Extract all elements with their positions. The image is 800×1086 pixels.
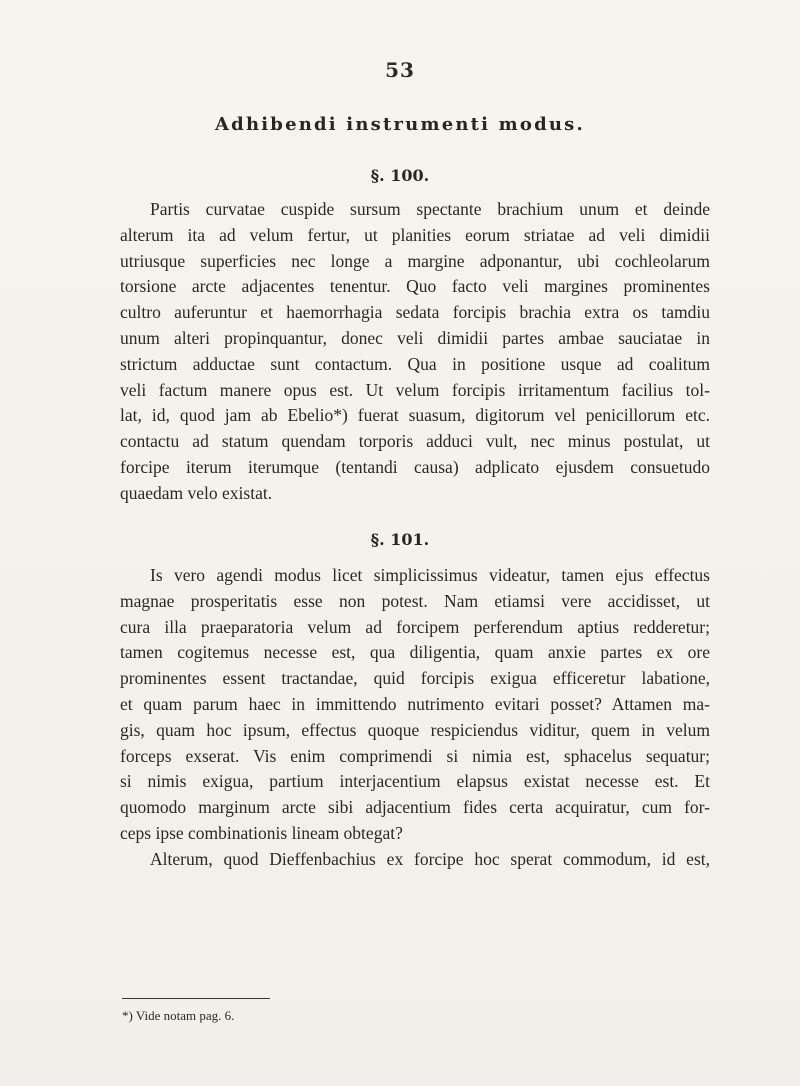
text-line: Partis curvatae cuspide sursum spectante brachium unum et deinde [150, 199, 710, 219]
footnote: *) Vide notam pag. 6. [122, 1008, 235, 1023]
section-101-body [120, 563, 710, 873]
text-line: magnae prosperitatis esse non potest. Nam etiamsi vere accidisset, ut [120, 590, 710, 611]
text-line: forceps exserat. Vis enim comprimendi si nimia est, sphacelus sequatur; [120, 745, 710, 766]
section-100-body [120, 197, 710, 507]
text-line: Is vero agendi modus licet simplicissimus videatur, tamen ejus effectus [150, 565, 710, 585]
text-line: forcipe iterum iterumque (tentandi causa) adplicato ejusdem consuetudo [120, 456, 710, 477]
section-mark-100: §. 100. [370, 166, 430, 185]
text-line: Alterum, quod Dieffenbachius ex forcipe hoc sperat commodum, id est, [150, 848, 710, 869]
text-line: gis, quam hoc ipsum, effectus quoque respiciendus viditur, quem in velum [120, 719, 710, 740]
text-line: veli factum manere opus est. Ut velum forcipis irritamentum facilius tol- [120, 379, 710, 400]
text-line: alterum ita ad velum fertur, ut planities eorum striatae ad veli dimidii [120, 224, 710, 245]
chapter-heading: Adhibendi instrumenti modus. [215, 114, 585, 135]
text-line: ceps ipse combinationis lineam obtegat? [120, 822, 403, 843]
text-line: torsione arcte adjacentes tenentur. Quo facto veli margines prominentes [120, 276, 710, 297]
text-line: utriusque superficies nec longe a margine adponantur, ubi cochleolarum [120, 250, 710, 271]
text-line: cultro auferuntur et haemorrhagia sedata forcipis brachia extra os tamdiu [120, 302, 710, 323]
footnote-divider [122, 998, 270, 999]
text-line: unum alteri propinquantur, donec veli dimidii partes ambae sauciatae in [120, 327, 710, 348]
text-line: cura illa praeparatoria velum ad forcipem perferendum aptius redderetur; [120, 616, 710, 637]
section-mark-101: §. 101. [370, 530, 430, 549]
page-number: 53 [385, 58, 415, 82]
text-line: et quam parum haec in immittendo nutrimento evitari posset? Attamen ma- [120, 693, 710, 714]
text-line: quaedam velo existat. [120, 482, 273, 503]
text-line: contactu ad statum quendam torporis adduci vult, nec minus postulat, ut [120, 431, 710, 452]
text-line: quomodo marginum arcte sibi adjacentium fides certa acquiratur, cum for- [120, 797, 710, 818]
text-line: tamen cogitemus necesse est, qua diligentia, quam anxie partes ex ore [120, 642, 710, 663]
text-line: prominentes essent tractandae, quid forcipis exigua efficeretur labatione, [120, 668, 710, 689]
text-line: strictum adductae sunt contactum. Qua in positione usque ad coalitum [120, 353, 710, 374]
text-line: si nimis exigua, partium interjacentium elapsus existat necesse est. Et [120, 771, 710, 792]
text-line: lat, id, quod jam ab Ebelio*) fuerat suasum, digitorum vel penicillorum etc. [120, 405, 710, 426]
